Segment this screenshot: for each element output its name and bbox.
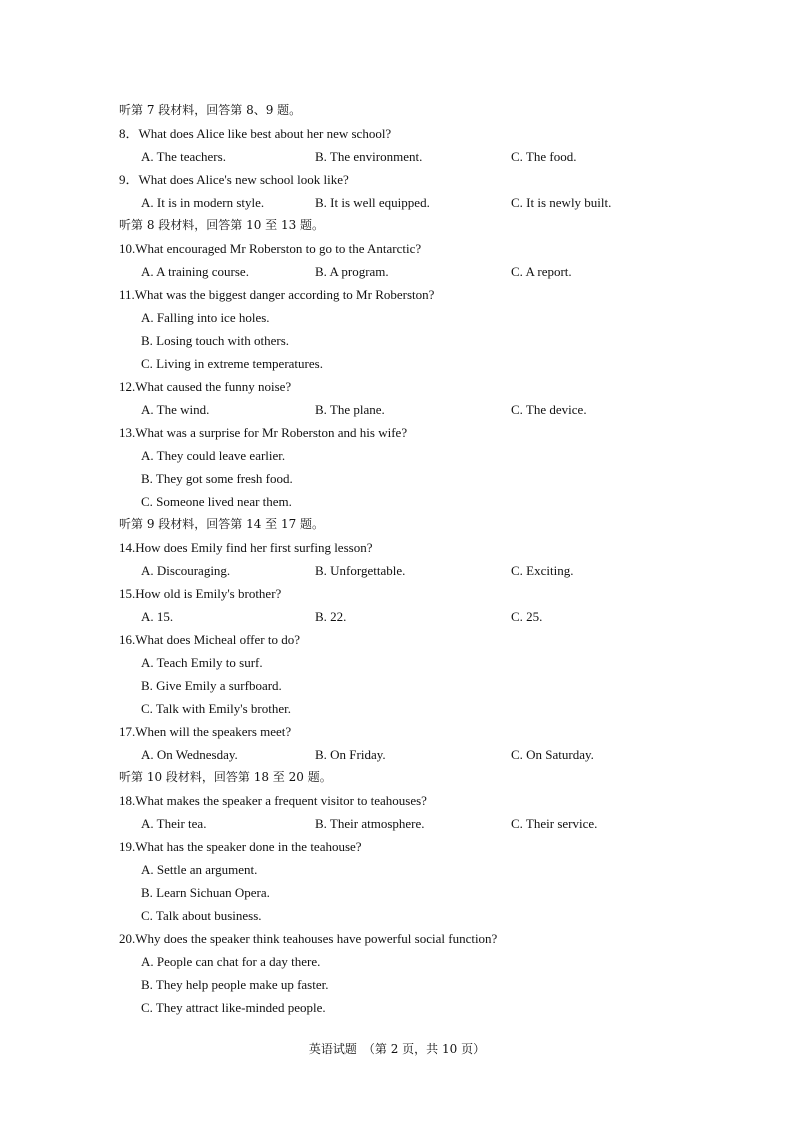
option-a[interactable]: A. They could leave earlier.: [141, 448, 286, 463]
section-heading: 听第 9 段材料，回答第 14 至 17 题。: [119, 517, 325, 531]
option-c[interactable]: C. The device.: [511, 402, 587, 417]
option-b[interactable]: B. Learn Sichuan Opera.: [141, 885, 270, 900]
option-a[interactable]: A. It is in modern style.: [141, 195, 265, 210]
option-a[interactable]: A. Settle an argument.: [141, 862, 258, 877]
option-a[interactable]: A. Discouraging.: [141, 563, 231, 578]
section-heading: 听第 7 段材料，回答第 8、9 题。: [119, 103, 302, 117]
option-a[interactable]: A. 15.: [141, 609, 174, 624]
question-stem: 8．What does Alice like best about her new school?: [119, 126, 392, 141]
option-b[interactable]: B. They help people make up faster.: [141, 977, 329, 992]
option-a[interactable]: A. Teach Emily to surf.: [141, 655, 263, 670]
question-stem: 11.What was the biggest danger according to Mr Roberston?: [119, 287, 435, 302]
option-a[interactable]: A. The wind.: [141, 402, 210, 417]
option-c[interactable]: C. Talk with Emily's brother.: [141, 701, 291, 716]
option-a[interactable]: A. On Wednesday.: [141, 747, 238, 762]
option-b[interactable]: B. They got some fresh food.: [141, 471, 293, 486]
option-c[interactable]: C. 25.: [511, 609, 543, 624]
option-c[interactable]: C. The food.: [511, 149, 577, 164]
option-a[interactable]: A. Falling into ice holes.: [141, 310, 270, 325]
option-a[interactable]: A. The teachers.: [141, 149, 226, 164]
option-c[interactable]: C. A report.: [511, 264, 572, 279]
option-c[interactable]: C. They attract like-minded people.: [141, 1000, 326, 1015]
question-stem: 14.How does Emily find her first surfing lesson?: [119, 540, 373, 555]
option-c[interactable]: C. Someone lived near them.: [141, 494, 292, 509]
question-stem: 17.When will the speakers meet?: [119, 724, 292, 739]
option-b[interactable]: B. 22.: [315, 609, 347, 624]
page-footer: 英语试题 （第 2 页，共 10 页）: [308, 1042, 486, 1056]
option-b[interactable]: B. The plane.: [315, 402, 385, 417]
option-a[interactable]: A. A training course.: [141, 264, 249, 279]
question-stem: 12.What caused the funny noise?: [119, 379, 292, 394]
option-b[interactable]: B. Their atmosphere.: [315, 816, 425, 831]
question-stem: 16.What does Micheal offer to do?: [119, 632, 300, 647]
option-c[interactable]: C. Their service.: [511, 816, 598, 831]
option-c[interactable]: C. Talk about business.: [141, 908, 262, 923]
question-stem: 20.Why does the speaker think teahouses have powerful social function?: [119, 931, 498, 946]
option-a[interactable]: A. People can chat for a day there.: [141, 954, 321, 969]
question-stem: 19.What has the speaker done in the teahouse?: [119, 839, 362, 854]
option-b[interactable]: B. Give Emily a surfboard.: [141, 678, 282, 693]
question-stem: 15.How old is Emily's brother?: [119, 586, 282, 601]
option-c[interactable]: C. Exciting.: [511, 563, 574, 578]
question-stem: 13.What was a surprise for Mr Roberston and his wife?: [119, 425, 408, 440]
option-b[interactable]: B. On Friday.: [315, 747, 386, 762]
question-stem: 10.What encouraged Mr Roberston to go to the Antarctic?: [119, 241, 422, 256]
question-stem: 9．What does Alice's new school look like?: [119, 172, 349, 187]
option-b[interactable]: B. Unforgettable.: [315, 563, 406, 578]
option-b[interactable]: B. The environment.: [315, 149, 423, 164]
section-heading: 听第 10 段材料，回答第 18 至 20 题。: [119, 770, 332, 784]
option-c[interactable]: C. Living in extreme temperatures.: [141, 356, 323, 371]
question-stem: 18.What makes the speaker a frequent visitor to teahouses?: [119, 793, 427, 808]
section-heading: 听第 8 段材料，回答第 10 至 13 题。: [119, 218, 325, 232]
option-b[interactable]: B. A program.: [315, 264, 389, 279]
option-c[interactable]: C. It is newly built.: [511, 195, 612, 210]
option-b[interactable]: B. It is well equipped.: [315, 195, 430, 210]
option-c[interactable]: C. On Saturday.: [511, 747, 594, 762]
option-b[interactable]: B. Losing touch with others.: [141, 333, 290, 348]
option-a[interactable]: A. Their tea.: [141, 816, 207, 831]
